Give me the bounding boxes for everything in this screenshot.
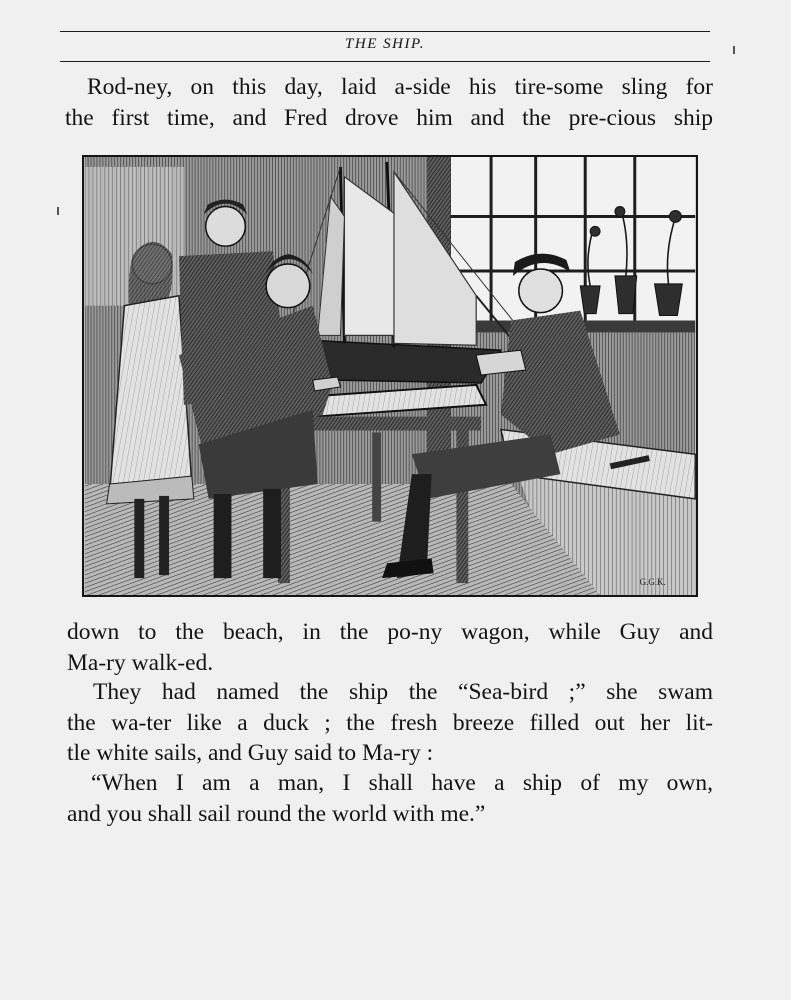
text-line: Rod-ney, on this day, laid a-side his tire-some sling for	[87, 74, 713, 100]
header-rule-top	[60, 31, 710, 32]
text-line: and you shall sail round the world with me.”	[67, 800, 486, 827]
ship-engraving-illustration	[82, 155, 698, 597]
margin-speck	[733, 46, 735, 54]
text-line: They had named the ship the “Sea-bird ;” she swam	[93, 679, 713, 705]
text-line: “When I am a man, I shall have a ship of my own,	[91, 770, 713, 796]
running-head: THE SHIP.	[345, 36, 425, 52]
text-line: down to the beach, in the po-ny wagon, while Guy and	[67, 619, 713, 645]
text-line: tle white sails, and Guy said to Ma-ry :	[67, 740, 434, 766]
paragraph-4	[67, 768, 713, 829]
margin-speck	[57, 207, 59, 215]
engraving-svg	[84, 157, 696, 595]
artist-signature: G.G.K.	[639, 577, 666, 588]
paragraph-2	[67, 617, 713, 678]
text-line: Ma-ry walk-ed.	[67, 649, 214, 676]
text-line: the first time, and Fred drove him and the pre-cious ship	[65, 104, 713, 131]
paragraph-3	[67, 677, 713, 769]
header-rule-bottom	[60, 61, 710, 62]
text-line: the wa-ter like a duck ; the fresh breeze filled out her lit-	[67, 709, 713, 736]
paragraph-1	[65, 72, 713, 133]
